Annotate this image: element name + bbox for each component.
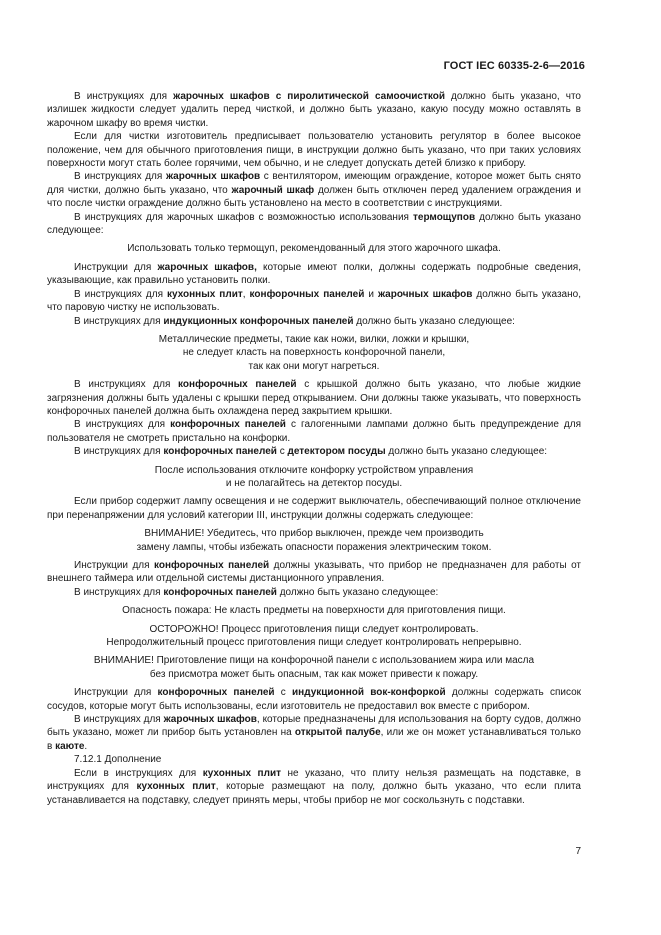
page-content [47,90,581,807]
paragraph: В инструкциях для жарочных шкафов с возможностью использования термощупов должно быть указано следующее: [47,211,581,237]
notice-text: так как они могут нагреться. [248,360,380,372]
notice-text: ОСТОРОЖНО! Процесс приготовления пищи следует контролировать. [149,623,479,635]
paragraph: Инструкции для конфорочных панелей с индукционной вок-конфоркой должны содержать список сосудов, которые могут быть использованы, если изготовитель не предоставил вок вместе с прибором. [47,687,582,712]
notice-text: и не полагайтесь на детектор посуды. [225,477,403,489]
paragraph: В инструкциях для конфорочных панелей с крышкой должно быть указано, что любые жидкие загрязнения должны быть удалены с крышки перед открыванием. Они должны также указывать, что поверхность конфорочных панелей должна быть охлаждена перед закрытием крышки. [47,379,581,417]
paragraph: Если прибор содержит лампу освещения и не содержит выключатель, обеспечивающий полное отключение при перенапряжении для условий категории III, инструкции должны содержать следующее: [47,496,581,521]
paragraph: Если для чистки изготовитель предписывает пользователю установить регулятор в более высокое положение, чем для обычного приготовления пищи, в инструкции должно быть указано, что при таких условиях поверхности могут стать более горячими, чем обычно, и не следует допускать детей близко к прибору. [47,131,581,170]
notice-text: не следует класть на поверхность конфорочной панели, [182,347,446,359]
notice-text: Использовать только термощуп, рекомендованный для этого жарочного шкафа. [127,243,501,255]
paragraph: В инструкциях для кухонных плит, конфорочных панелей и жарочных шкафов должно быть указано, что паровую чистку не использовать. [47,288,581,314]
paragraph: В инструкциях для конфорочных панелей с детектором посуды должно быть указано следующее: [74,446,548,458]
notice-text: Непродолжительный процесс приготовления пищи следует контролировать непрерывно. [106,637,522,649]
page-number: 7 [575,846,581,857]
paragraph: В инструкциях для жарочных шкафов с вентилятором, имеющим ограждение, которое может быть снято для чистки, должно быть указано, что жарочный шкаф должен быть отключен перед удалением ограждения и что после чистки ограждение должно быть установлено на место в соответствии с инструкциями. [47,171,581,210]
notice-text: Опасность пожара: Не класть предметы на поверхности для приготовления пищи. [122,605,506,617]
notice-text: замену лампы, чтобы избежать опасности поражения электрическим током. [136,541,492,553]
notice-text: После использования отключите конфорку устройством управления [154,464,474,476]
notice-text: ВНИМАНИЕ! Приготовление пищи на конфорочной панели с использованием жира или масла [93,655,535,667]
notice-text: без присмотра может быть опасным, так как может привести к пожару. [149,668,479,680]
paragraph: В инструкциях для индукционных конфорочных панелей должно быть указано следующее: [74,315,515,327]
paragraph: В инструкциях для конфорочных панелей с галогенными лампами должно быть предупреждение для пользователя не смотреть пристально на конфорки. [47,419,582,444]
paragraph: В инструкциях для жарочных шкафов, которые предназначены для использования на борту судов, должно быть указано, может ли прибор быть установлен на открытой палубе, или же он может устанавливаться только в каюте. [47,714,581,752]
notice-text: ВНИМАНИЕ! Убедитесь, что прибор выключен, прежде чем производить [144,528,484,540]
paragraph: В инструкциях для жарочных шкафов с пиролитической самоочисткой должно быть указано, что излишек жидкости следует удалить перед чисткой, и должно быть указано, какую посуду можно оставлять в жарочном шкафу во время чистки. [47,91,581,129]
paragraph: В инструкциях для конфорочных панелей должно быть указано следующее: [74,586,439,598]
paragraph: Если в инструкциях для кухонных плит не указано, что плиту нельзя размещать на подставке, в инструкциях для кухонных плит, которые размещают на полу, должно быть указано, что если плита устанавливается на подставку, следует принять меры, чтобы прибор не мог соскользнуть с подставки. [47,767,581,806]
notice-text: Металлические предметы, такие как ножи, вилки, ложки и крышки, [158,333,470,345]
paragraph: Инструкции для жарочных шкафов, которые имеют полки, должны содержать подробные сведения, указывающие, как правильно установить полки. [47,261,582,287]
section-heading: 7.12.1 Дополнение [74,754,162,766]
standard-header: ГОСТ IEC 60335-2-6—2016 [443,60,585,72]
paragraph: Инструкции для конфорочных панелей должны указывать, что прибор не предназначен для работы от внешнего таймера или отдельной системы дистанционного управления. [47,560,581,585]
